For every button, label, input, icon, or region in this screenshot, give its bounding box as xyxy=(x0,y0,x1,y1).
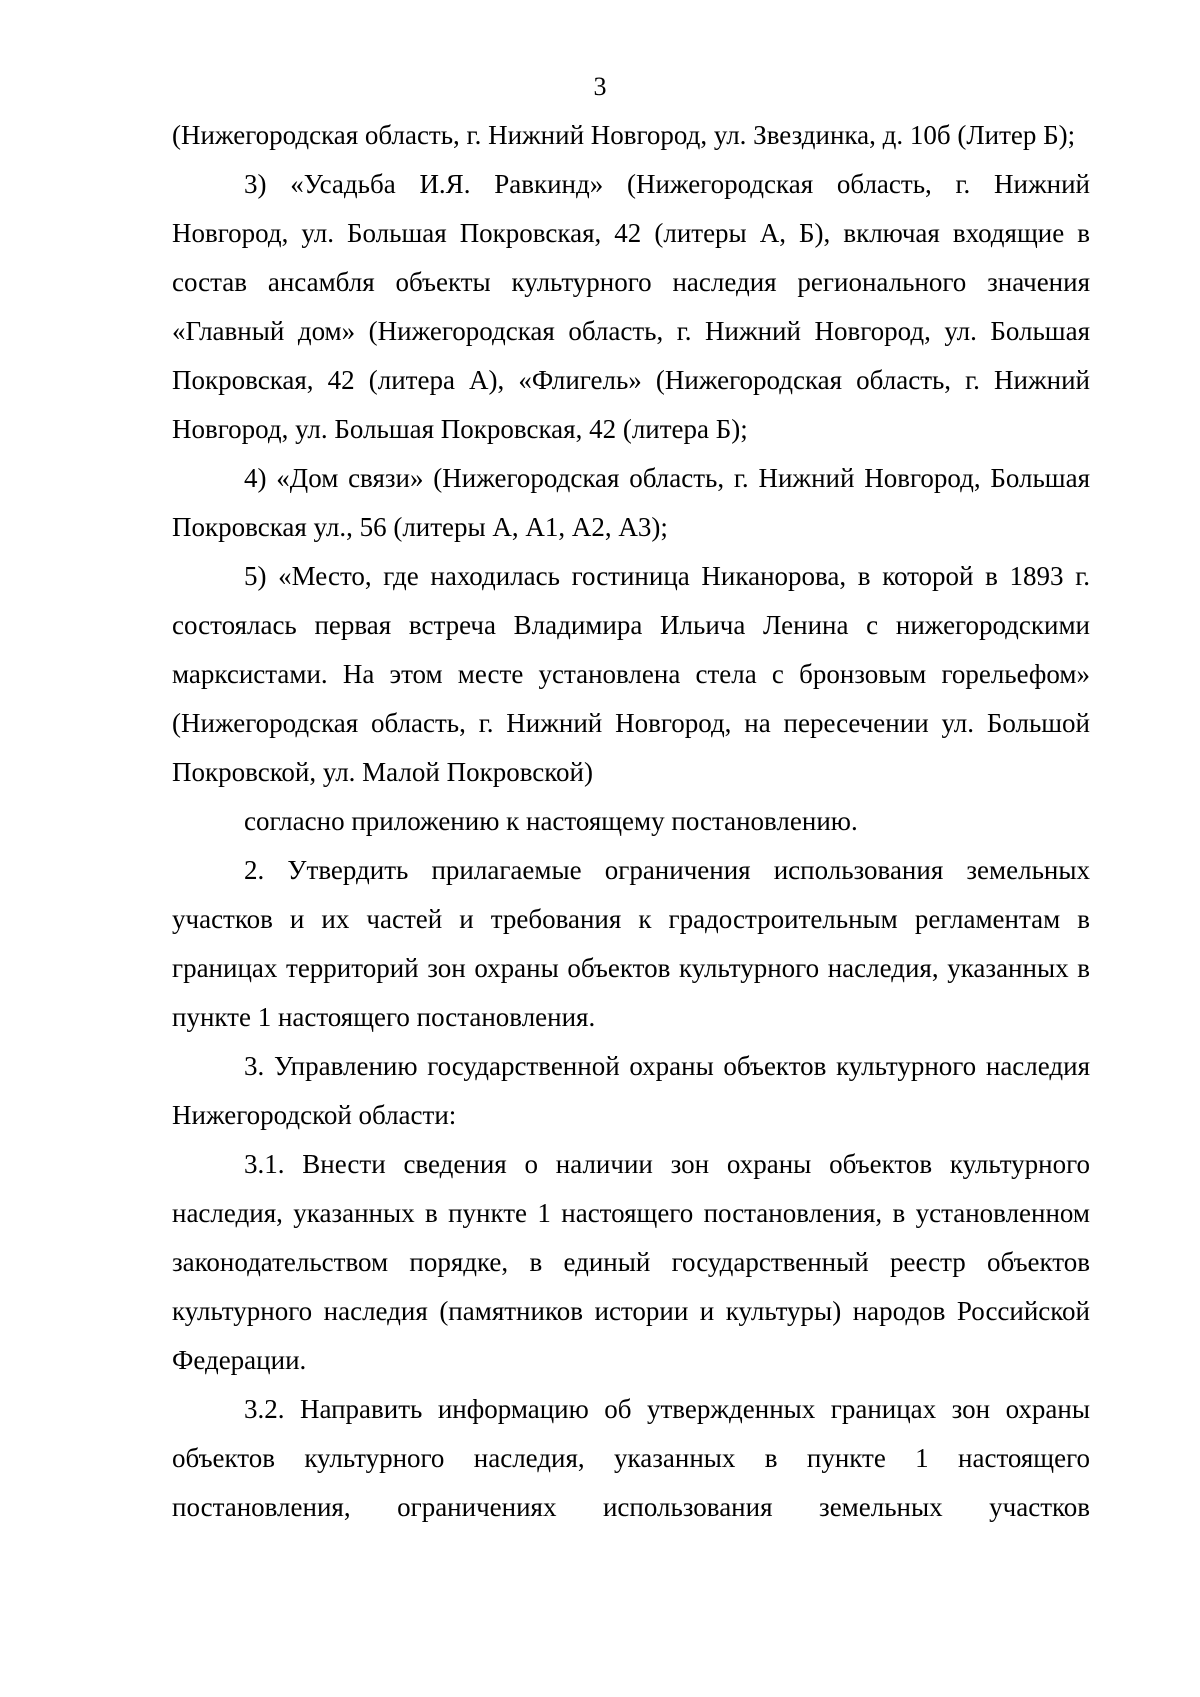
page-number: 3 xyxy=(593,72,607,101)
paragraph-section-3-1: 3.1. Внести сведения о наличии зон охраны объектов культурного наследия, указанных в пункте 1 настоящего постановления, в установленном законодательством порядке, в единый государственный реестр объектов культурного наследия (памятников истории и культуры) народов Российской Федерации. xyxy=(172,1149,1090,1375)
paragraph-section-3-2: 3.2. Направить информацию об утвержденных границах зон охраны объектов культурного наследия, указанных в пункте 1 настоящего постановления, ограничениях использования земельных участков xyxy=(172,1394,1090,1522)
paragraph-item-3: 3) «Усадьба И.Я. Равкинд» (Нижегородская область, г. Нижний Новгород, ул. Большая Покровская, 42 (литеры А, Б), включая входящие в состав ансамбля объекты культурного наследия регионального значения «Главный дом» (Нижегородская область, г. Нижний Новгород, ул. Большая Покровская, 42 (литера А), «Флигель» (Нижегородская область, г. Нижний Новгород, ул. Большая Покровская, 42 (литера Б); xyxy=(172,169,1090,444)
paragraph-item-5: 5) «Место, где находилась гостиница Никанорова, в которой в 1893 г. состоялась первая встреча Владимира Ильича Ленина с нижегородскими марксистами. На этом месте установлена стела с бронзовым горельефом» (Нижегородская область, г. Нижний Новгород, на пересечении ул. Большой Покровской, ул. Малой Покровской) xyxy=(172,561,1090,787)
paragraph-address-continued: (Нижегородская область, г. Нижний Новгород, ул. Звездинка, д. 10б (Литер Б); xyxy=(172,120,1076,150)
document-body xyxy=(172,111,1090,1532)
paragraph-section-2: 2. Утвердить прилагаемые ограничения использования земельных участков и их частей и требования к градостроительным регламентам в границах территорий зон охраны объектов культурного наследия, указанных в пункте 1 настоящего постановления. xyxy=(172,855,1090,1032)
paragraph-according: согласно приложению к настоящему постановлению. xyxy=(244,806,858,836)
paragraph-item-4: 4) «Дом связи» (Нижегородская область, г. Нижний Новгород, Большая Покровская ул., 56 (литеры А, А1, А2, А3); xyxy=(172,463,1090,542)
paragraph-section-3: 3. Управлению государственной охраны объектов культурного наследия Нижегородской области: xyxy=(172,1051,1090,1130)
